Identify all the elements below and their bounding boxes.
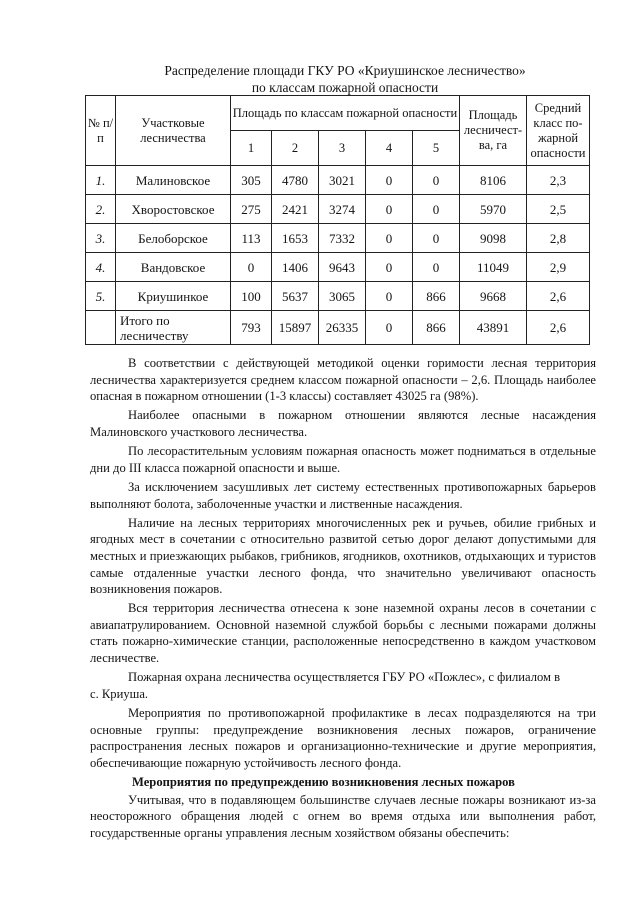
paragraph: Вся территория лесничества отнесена к зоне наземной охраны лесов в сочетании с авиапатрулированием. Основной наземной службой борьбы с лесными пожарами должны стать пожарно-химические станции, расположенные непосредственно в каждом участковом лесничестве. xyxy=(90,601,596,666)
row-class-2: 1653 xyxy=(272,224,319,253)
row-class-5: 0 xyxy=(413,166,460,195)
header-name: Участковые лесничества xyxy=(116,96,231,166)
row-num: 3. xyxy=(86,224,116,253)
total-avg-class: 2,6 xyxy=(527,311,590,345)
paragraph: Наличие на лесных территориях многочисленных рек и ручьев, обилие грибных и ягодных мест в сочетании с относительно развитой сетью дорог делают допустимыми для местных и приезжающих рыбаков, грибников, ягодников, охотников, отдыхающих и туристов самые отдаленные участки лесного фонда, что значительно увеличивают опасность возникновения пожаров. xyxy=(90,515,596,597)
row-name: Криушинкое xyxy=(116,282,231,311)
row-num: 1. xyxy=(86,166,116,195)
table-row xyxy=(86,195,590,224)
row-avg-class: 2,6 xyxy=(527,282,590,311)
paragraph: Мероприятия по противопожарной профилактике в лесах подразделяются на три основные группы: предупреждение возникновения лесных пожаров, ограничение распространения лесных пожаров и организационно-технические и другие мероприятия, обеспечивающие пожарную устойчивость лесного фонда. xyxy=(90,706,596,770)
row-class-3: 3274 xyxy=(319,195,366,224)
row-name: Белоборское xyxy=(116,224,231,253)
paragraph: По лесорастительным условиям пожарная опасность может подниматься в отдельные дни до III класса пожарной опасности и выше. xyxy=(90,444,596,475)
row-class-4: 0 xyxy=(366,224,413,253)
row-area: 9098 xyxy=(460,224,527,253)
total-class-3: 26335 xyxy=(319,311,366,345)
header-class-1: 1 xyxy=(231,131,272,166)
row-avg-class: 2,3 xyxy=(527,166,590,195)
total-num xyxy=(86,311,116,345)
paragraph: с. Криуша. xyxy=(90,686,149,701)
row-num: 4. xyxy=(86,253,116,282)
row-class-5: 0 xyxy=(413,224,460,253)
table-total-row xyxy=(86,311,590,345)
total-label: Итого по лесничеству xyxy=(116,311,231,345)
row-class-5: 866 xyxy=(413,282,460,311)
row-class-1: 275 xyxy=(231,195,272,224)
row-class-2: 4780 xyxy=(272,166,319,195)
row-area: 9668 xyxy=(460,282,527,311)
row-class-5: 0 xyxy=(413,195,460,224)
total-class-4: 0 xyxy=(366,311,413,345)
document-title-line-1: Распределение площади ГКУ РО «Криушинское лесничество» xyxy=(164,63,526,78)
row-avg-class: 2,5 xyxy=(527,195,590,224)
total-class-2: 15897 xyxy=(272,311,319,345)
row-class-2: 1406 xyxy=(272,253,319,282)
row-class-3: 3021 xyxy=(319,166,366,195)
header-classes-group: Площадь по классам пожарной опасности xyxy=(231,96,460,131)
table-row xyxy=(86,253,590,282)
header-area: Площадь лесничест-ва, га xyxy=(460,96,527,166)
table-row xyxy=(86,166,590,195)
paragraph: Пожарная охрана лесничества осуществляется ГБУ РО «Пожлес», с филиалом в xyxy=(128,670,561,685)
row-class-4: 0 xyxy=(366,282,413,311)
row-avg-class: 2,8 xyxy=(527,224,590,253)
header-class-4: 4 xyxy=(366,131,413,166)
paragraph: Учитывая, что в подавляющем большинстве случаев лесные пожары возникают из-за неосторожного обращения людей с огнем во время отдыха или выполнения работ, государственные органы управления лесным хозяйством обязаны обеспечить: xyxy=(90,792,596,840)
row-class-1: 305 xyxy=(231,166,272,195)
row-class-3: 3065 xyxy=(319,282,366,311)
header-class-5: 5 xyxy=(413,131,460,166)
row-class-2: 5637 xyxy=(272,282,319,311)
row-class-4: 0 xyxy=(366,166,413,195)
row-name: Хворостовское xyxy=(116,195,231,224)
row-name: Вандовское xyxy=(116,253,231,282)
paragraph: Наиболее опасными в пожарном отношении являются лесные насаждения Малиновского участкового лесничества. xyxy=(90,408,596,439)
row-area: 11049 xyxy=(460,253,527,282)
header-num: № п/п xyxy=(86,96,116,166)
paragraph: За исключением засушливых лет систему естественных противопожарных барьеров выполняют болота, заболоченные участки и лиственные насаждения. xyxy=(90,479,596,511)
row-class-3: 7332 xyxy=(319,224,366,253)
row-class-2: 2421 xyxy=(272,195,319,224)
row-num: 5. xyxy=(86,282,116,311)
row-class-1: 0 xyxy=(231,253,272,282)
document-title-line-2: по классам пожарной опасности xyxy=(251,80,439,95)
total-class-5: 866 xyxy=(413,311,460,345)
table-row xyxy=(86,282,590,311)
row-area: 5970 xyxy=(460,195,527,224)
row-area: 8106 xyxy=(460,166,527,195)
row-class-3: 9643 xyxy=(319,253,366,282)
row-num: 2. xyxy=(86,195,116,224)
row-name: Малиновское xyxy=(116,166,231,195)
total-class-1: 793 xyxy=(231,311,272,345)
row-class-4: 0 xyxy=(366,195,413,224)
row-class-4: 0 xyxy=(366,253,413,282)
table-row xyxy=(86,224,590,253)
row-avg-class: 2,9 xyxy=(527,253,590,282)
header-avg-class: Средний класс по-жарной опасности xyxy=(527,96,590,166)
fire-hazard-table xyxy=(85,95,590,345)
section-heading: Мероприятия по предупреждению возникновения лесных пожаров xyxy=(132,775,515,789)
body-text xyxy=(90,355,596,844)
row-class-1: 100 xyxy=(231,282,272,311)
row-class-5: 0 xyxy=(413,253,460,282)
header-class-2: 2 xyxy=(272,131,319,166)
total-area: 43891 xyxy=(460,311,527,345)
row-class-1: 113 xyxy=(231,224,272,253)
header-class-3: 3 xyxy=(319,131,366,166)
paragraph: В соответствии с действующей методикой оценки горимости лесная территория лесничества характеризуется среднем классом пожарной опасности – 2,6. Площадь наиболее опасная в пожарном отношении (1-3 классы) составляет 43025 га (98%). xyxy=(90,356,596,404)
